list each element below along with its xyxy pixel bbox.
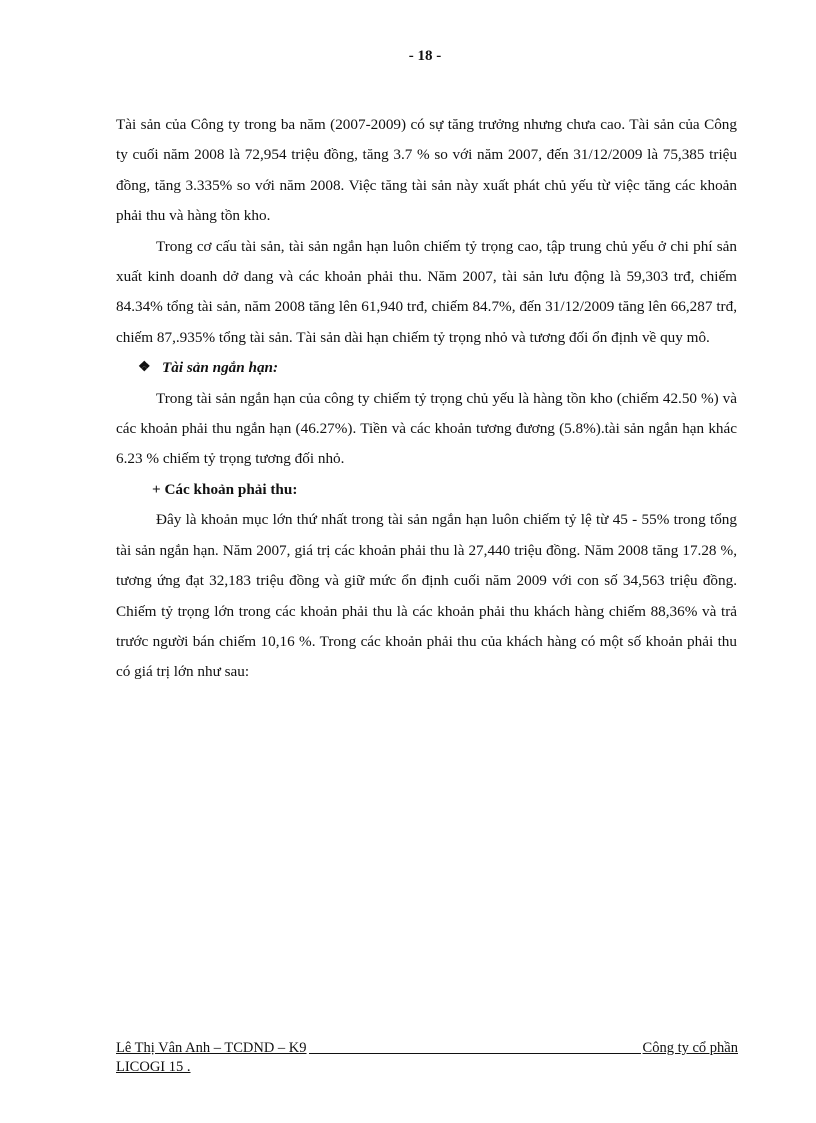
- paragraph-asset-structure: Trong cơ cấu tài sản, tài sản ngắn hạn luôn chiếm tỷ trọng cao, tập trung chủ yếu ở chi phí sản xuất kinh doanh dở dang và các khoản phải thu. Năm 2007, tài sản lưu động là 59,303 trđ, chiếm 84.34% tổng tài sản, năm 2008 tăng lên 61,940 trđ, chiếm 84.7%, đến 31/12/2009 tăng lên 66,287 trđ, chiếm 87,.935% tổng tài sản. Tài sản dài hạn chiếm tỷ trọng nhỏ và tương đối ổn định về quy mô.: [116, 237, 737, 346]
- footer-company: Công ty cổ phần: [642, 1040, 738, 1056]
- heading-short-term-assets: [116, 353, 737, 383]
- subheading-receivables: + Các khoản phải thu:: [152, 480, 298, 498]
- footer-company-name: LICOGI 15 .: [116, 1059, 191, 1075]
- document-body: [116, 110, 737, 688]
- paragraph-short-term-assets: Trong tài sản ngắn hạn của công ty chiếm tỷ trọng chủ yếu là hàng tồn kho (chiếm 42.50 %) và các khoản phải thu ngắn hạn (46.27%). Tiền và các khoản tương đương (5.8%).tài sản ngắn hạn khác 6.23 % chiếm tỷ trọng tương đối nhỏ.: [116, 389, 737, 468]
- page-number: - 18 -: [408, 48, 442, 64]
- paragraph-receivables: Đây là khoản mục lớn thứ nhất trong tài sản ngắn hạn luôn chiếm tỷ lệ từ 45 - 55% trong tổng tài sản ngắn hạn. Năm 2007, giá trị các khoản phải thu là 27,440 triệu đồng. Năm 2008 tăng 17.28 %, tương ứng đạt 32,183 triệu đồng và giữ mức ổn định cuối năm 2009 với con số 34,563 triệu đồng. Chiếm tỷ trọng lớn trong các khoản phải thu là các khoản phải thu khách hàng chiếm 88,36% và trả trước người bán chiếm 10,16 %. Trong các khoản phải thu của khách hàng có một số khoản phải thu có giá trị lớn như sau:: [116, 511, 737, 681]
- diamond-bullet-icon: ❖: [138, 360, 151, 376]
- footer-author: Lê Thị Vân Anh – TCDND – K9: [116, 1040, 307, 1056]
- paragraph-asset-growth: Tài sản của Công ty trong ba năm (2007-2009) có sự tăng trưởng nhưng chưa cao. Tài sản của Công ty cuối năm 2008 là 72,954 triệu đồng, tăng 3.7 % so với năm 2007, đến 31/12/2009 là 75,385 triệu đồng, tăng 3.335% so với năm 2008. Việc tăng tài sản này xuất phát chủ yếu từ việc tăng các khoản phải thu và hàng tồn kho.: [116, 116, 737, 225]
- footer-rule: [309, 1039, 641, 1054]
- page-footer: [116, 1039, 738, 1077]
- heading-short-term-assets-label: Tài sản ngắn hạn:: [162, 359, 279, 377]
- footer-line: [116, 1039, 738, 1058]
